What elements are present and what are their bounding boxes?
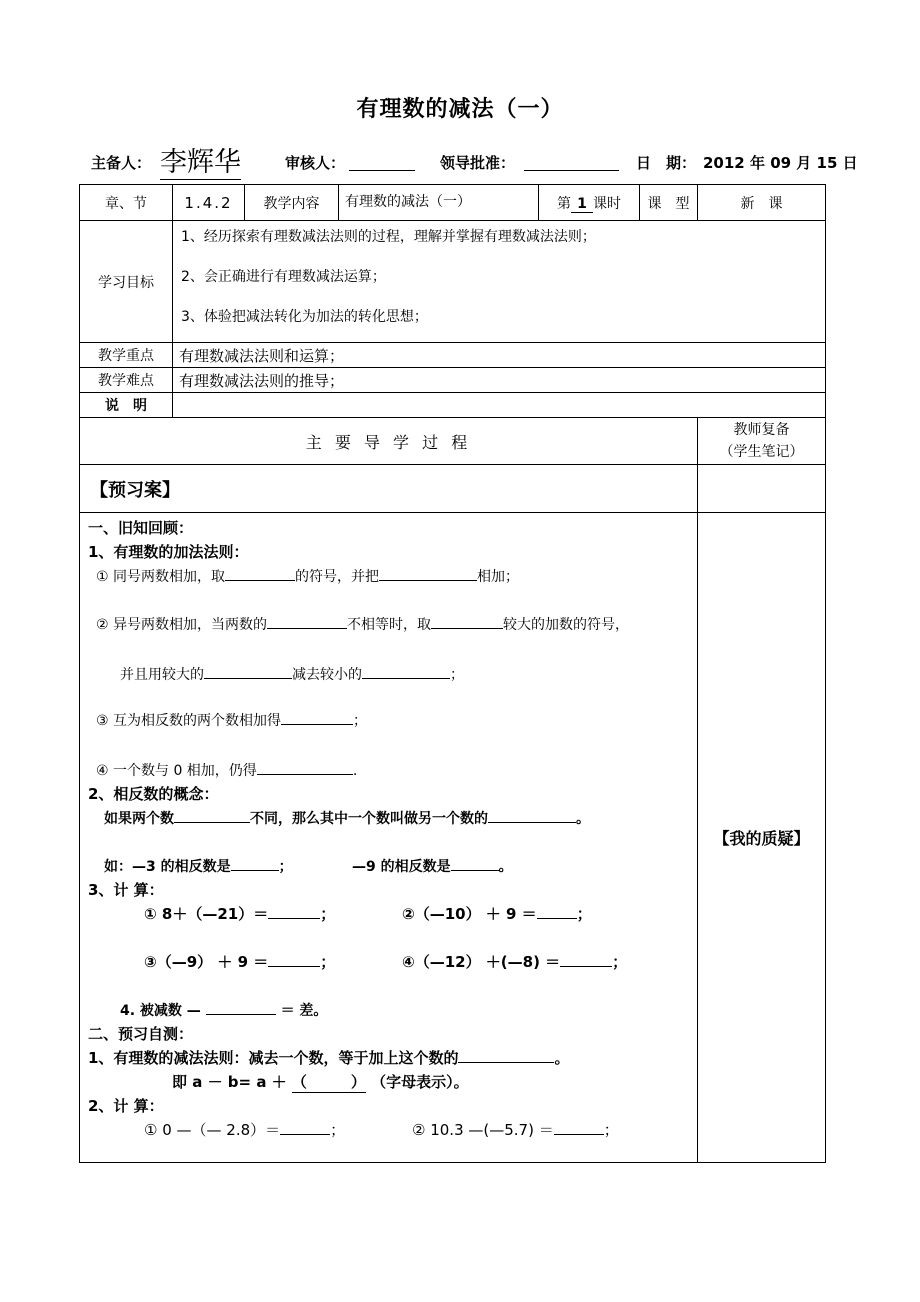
type-label: 课 型 bbox=[640, 185, 698, 221]
rule-different-sign-cont bbox=[120, 663, 464, 684]
formula-paren[interactable] bbox=[292, 1071, 366, 1093]
fill-blank[interactable] bbox=[537, 903, 577, 919]
opposite-definition bbox=[104, 807, 590, 828]
self-calc-1 bbox=[144, 1119, 345, 1140]
rule-text: 。 bbox=[498, 859, 513, 875]
calc-text: 4. 被减数 — bbox=[120, 1003, 201, 1019]
lesson-prefix: 第 bbox=[557, 195, 571, 212]
rule-text: —9 的相反数是 bbox=[352, 859, 451, 875]
rule-same-sign bbox=[96, 565, 519, 586]
teacher-header-2: （学生笔记） bbox=[719, 444, 804, 460]
preview-title: 【预习案】 bbox=[80, 465, 698, 513]
calc-text: ； bbox=[320, 905, 336, 923]
rule-text: 。 bbox=[554, 1049, 570, 1067]
fill-blank[interactable] bbox=[257, 759, 353, 775]
calc-4 bbox=[402, 951, 627, 972]
fill-blank[interactable] bbox=[379, 565, 477, 581]
rule-text: 如果两个数 bbox=[104, 811, 174, 827]
rule-text: ① 同号两数相加，取 bbox=[96, 569, 226, 585]
calc-3 bbox=[144, 951, 335, 972]
approver-label: 领导批准： bbox=[440, 154, 516, 172]
fill-blank[interactable] bbox=[267, 613, 347, 629]
key-point-value: 有理数减法法则和运算； bbox=[173, 343, 826, 368]
lesson-count bbox=[539, 185, 640, 221]
preparer-label: 主备人： bbox=[91, 154, 152, 172]
calc-text: ； bbox=[576, 905, 592, 923]
objective-item: 1、经历探索有理数减法法则的过程，理解并掌握有理数减法法则； bbox=[181, 228, 596, 245]
note-value[interactable] bbox=[173, 393, 826, 418]
difficulty-value: 有理数减法法则的推导； bbox=[173, 368, 826, 393]
preparer-signature: 李辉华 bbox=[160, 140, 241, 180]
fill-blank[interactable] bbox=[268, 951, 320, 967]
subtrahend-rule bbox=[120, 999, 327, 1020]
fill-blank[interactable] bbox=[231, 855, 279, 871]
calc-text: ① 8＋（—21）＝ bbox=[144, 905, 269, 923]
my-questions[interactable]: 【我的质疑】 bbox=[698, 513, 826, 1163]
rule-text: . bbox=[352, 763, 358, 779]
fill-blank[interactable] bbox=[431, 613, 503, 629]
calc-title: 3、计 算： bbox=[88, 881, 164, 899]
calc-text: ； bbox=[320, 953, 336, 971]
rule-opposites bbox=[96, 709, 367, 730]
rule-text: 1、有理数的减法法则：减去一个数，等于加上这个数的 bbox=[88, 1049, 459, 1067]
chapter-label: 章、节 bbox=[80, 185, 173, 221]
objectives-list bbox=[173, 221, 826, 343]
fill-blank[interactable] bbox=[554, 1119, 604, 1135]
notes-cell-top[interactable] bbox=[698, 465, 826, 513]
rule-text: 较大的加数的符号， bbox=[503, 617, 630, 633]
rule-text: ； bbox=[278, 859, 293, 875]
calc-text: ④（—12） ＋(—8) ＝ bbox=[402, 953, 561, 971]
calc-1 bbox=[144, 903, 335, 924]
section-review-title: 一、旧知回顾： bbox=[88, 519, 194, 537]
calc-text: ＝ 差。 bbox=[280, 1003, 328, 1019]
date-label: 日 期： bbox=[636, 154, 697, 172]
chapter-value: 1.4.2 bbox=[173, 185, 245, 221]
rule-text: ； bbox=[353, 713, 368, 729]
calc-title-2: 2、计 算： bbox=[88, 1097, 164, 1115]
rule-text: ④ 一个数与 0 相加，仍得 bbox=[96, 763, 257, 779]
objectives-label: 学习目标 bbox=[80, 221, 173, 343]
addition-rule-title: 1、有理数的加法法则： bbox=[88, 543, 249, 561]
subtraction-formula bbox=[172, 1071, 469, 1093]
objective-item: 2、会正确进行有理数减法运算； bbox=[181, 268, 386, 285]
formula-text: （ bbox=[291, 1073, 307, 1091]
teacher-notes-header bbox=[698, 418, 826, 465]
date-value: 2012 年 09 月 15 日 bbox=[703, 154, 858, 172]
fill-blank[interactable] bbox=[225, 565, 295, 581]
fill-blank[interactable] bbox=[281, 709, 353, 725]
calc-text: ③（—9） ＋ 9 ＝ bbox=[144, 953, 269, 971]
rule-text: 不同，那么其中一个数叫做另一个数的 bbox=[250, 811, 488, 827]
fill-blank[interactable] bbox=[560, 951, 612, 967]
formula-text: 即 a － b= a ＋ bbox=[172, 1073, 287, 1091]
fill-blank[interactable] bbox=[174, 807, 250, 823]
lesson-plan-table bbox=[79, 184, 826, 1163]
calc-text: ； bbox=[603, 1121, 619, 1139]
rule-text: ③ 互为相反数的两个数相加得 bbox=[96, 713, 282, 729]
fill-blank[interactable] bbox=[362, 663, 450, 679]
content-value: 有理数的减法（一） bbox=[339, 185, 539, 221]
subtraction-rule bbox=[88, 1047, 569, 1068]
calc-text: ② 10.3 —(—5.7) ＝ bbox=[412, 1121, 554, 1139]
fill-blank[interactable] bbox=[204, 663, 292, 679]
key-point-label: 教学重点 bbox=[80, 343, 173, 368]
calc-text: ； bbox=[330, 1121, 346, 1139]
page-title: 有理数的减法（一） bbox=[356, 97, 564, 122]
lesson-number: 1 bbox=[571, 196, 593, 213]
rule-text: 相加； bbox=[477, 569, 520, 585]
objective-item: 3、体验把减法转化为加法的转化思想； bbox=[181, 308, 428, 325]
rule-text: 并且用较大的 bbox=[120, 667, 204, 683]
fill-blank[interactable] bbox=[458, 1047, 554, 1063]
fill-blank[interactable] bbox=[280, 1119, 330, 1135]
rule-text: ； bbox=[450, 667, 464, 683]
reviewer-blank[interactable] bbox=[349, 170, 415, 171]
preview-body bbox=[80, 513, 698, 1163]
self-test-title: 二、预习自测： bbox=[88, 1025, 194, 1043]
lesson-suffix: 课时 bbox=[593, 195, 621, 212]
fill-blank[interactable] bbox=[488, 807, 576, 823]
content-label: 教学内容 bbox=[245, 185, 339, 221]
type-value: 新 课 bbox=[698, 185, 826, 221]
calc-text: ； bbox=[612, 953, 628, 971]
opposite-concept-title: 2、相反数的概念： bbox=[88, 785, 219, 803]
formula-text: （字母表示）。 bbox=[371, 1073, 469, 1091]
rule-zero bbox=[96, 759, 357, 780]
note-label: 说 明 bbox=[80, 393, 173, 418]
rule-text: 不相等时，取 bbox=[347, 617, 432, 633]
formula-text: ） bbox=[350, 1073, 366, 1091]
rule-different-sign bbox=[96, 613, 629, 634]
process-header: 主 要 导 学 过 程 bbox=[80, 418, 698, 465]
fill-blank[interactable] bbox=[451, 855, 499, 871]
fill-blank[interactable] bbox=[268, 903, 320, 919]
rule-text: 减去较小的 bbox=[292, 667, 362, 683]
opposite-example-2 bbox=[352, 855, 513, 876]
difficulty-label: 教学难点 bbox=[80, 368, 173, 393]
calc-2 bbox=[402, 903, 592, 924]
rule-text: 的符号，并把 bbox=[295, 569, 380, 585]
opposite-example-1 bbox=[104, 855, 293, 876]
rule-text: ② 异号两数相加，当两数的 bbox=[96, 617, 268, 633]
calc-text: ① 0 —（— 2.8）＝ bbox=[144, 1121, 281, 1139]
rule-text: 。 bbox=[576, 811, 590, 827]
fill-blank[interactable] bbox=[206, 999, 276, 1015]
calc-text: ②（—10） ＋ 9 ＝ bbox=[402, 905, 537, 923]
approver-blank[interactable] bbox=[524, 170, 619, 171]
teacher-header-1: 教师复备 bbox=[733, 422, 790, 438]
reviewer-label: 审核人： bbox=[285, 154, 346, 172]
rule-text: 如：—3 的相反数是 bbox=[104, 859, 231, 875]
self-calc-2 bbox=[412, 1119, 619, 1140]
